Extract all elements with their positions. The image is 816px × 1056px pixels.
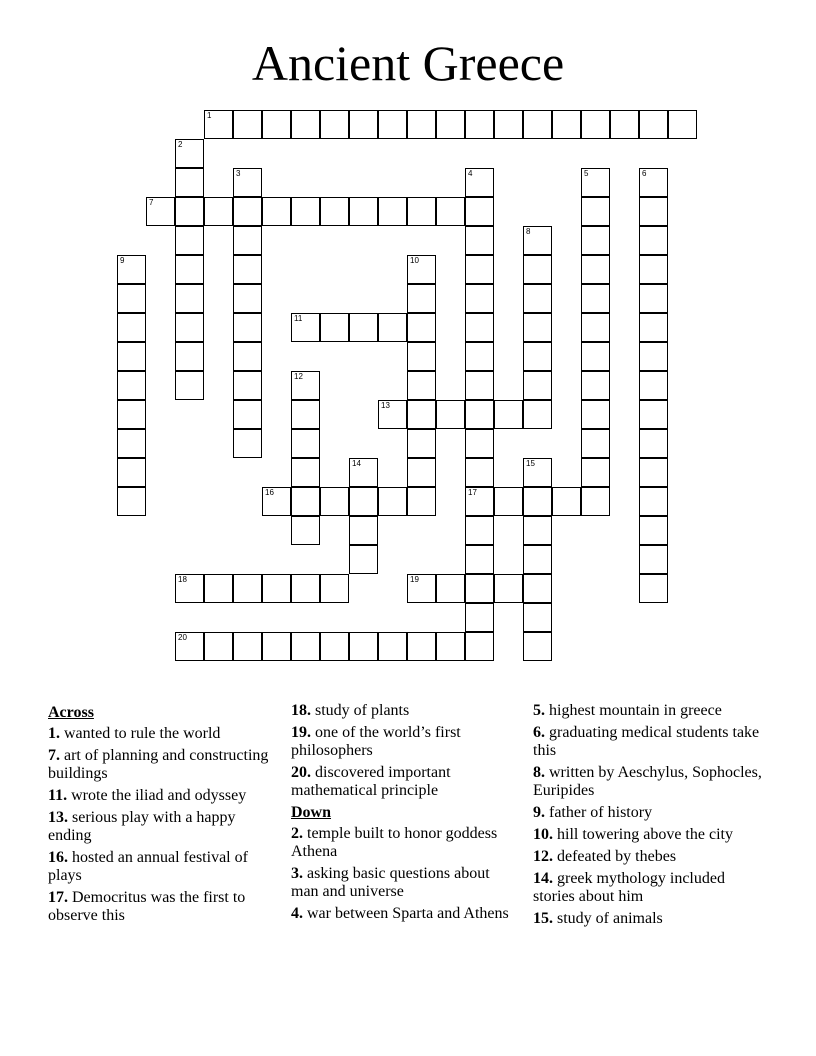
grid-cell[interactable] — [378, 487, 407, 516]
clue-down-12 — [533, 848, 763, 866]
grid-cell[interactable] — [581, 226, 610, 255]
grid-cell[interactable] — [465, 429, 494, 458]
clue-down-14 — [533, 870, 763, 906]
grid-cell[interactable] — [146, 197, 175, 226]
grid-cell[interactable] — [465, 168, 494, 197]
clue-column-2 — [291, 702, 521, 927]
grid-cell[interactable] — [639, 458, 668, 487]
cell-number: 19 — [410, 575, 419, 584]
grid-cell[interactable] — [465, 342, 494, 371]
clue-across-20 — [291, 764, 521, 800]
grid-cell[interactable] — [349, 110, 378, 139]
grid-cell[interactable] — [639, 487, 668, 516]
grid-cell[interactable] — [378, 400, 407, 429]
clue-number: 8. — [533, 764, 545, 781]
grid-cell[interactable] — [465, 632, 494, 661]
grid-cell[interactable] — [581, 168, 610, 197]
clue-number: 3. — [291, 865, 303, 882]
grid-cell[interactable] — [465, 226, 494, 255]
cell-number: 14 — [352, 459, 361, 468]
down-heading: Down — [291, 804, 332, 821]
grid-cell[interactable] — [378, 632, 407, 661]
clue-across-17 — [48, 889, 278, 925]
grid-cell[interactable] — [117, 458, 146, 487]
grid-cell[interactable] — [233, 342, 262, 371]
grid-cell[interactable] — [175, 226, 204, 255]
clue-text: wanted to rule the world — [64, 725, 221, 742]
grid-cell[interactable] — [581, 342, 610, 371]
grid-cell[interactable] — [523, 255, 552, 284]
grid-cell[interactable] — [639, 400, 668, 429]
clue-down-5 — [533, 702, 763, 720]
grid-cell[interactable] — [407, 458, 436, 487]
clue-text: asking basic questions about man and universe — [291, 865, 490, 900]
grid-cell[interactable] — [465, 197, 494, 226]
grid-cell[interactable] — [523, 516, 552, 545]
grid-cell[interactable] — [291, 574, 320, 603]
grid-cell[interactable] — [465, 400, 494, 429]
grid-cell[interactable] — [610, 110, 639, 139]
clue-number: 6. — [533, 724, 545, 741]
clue-number: 2. — [291, 825, 303, 842]
grid-cell[interactable] — [552, 487, 581, 516]
cell-number: 9 — [120, 256, 125, 265]
clue-text: defeated by thebes — [557, 848, 677, 865]
grid-cell[interactable] — [523, 545, 552, 574]
grid-cell[interactable] — [581, 284, 610, 313]
clue-text: written by Aeschylus, Sophocles, Euripides — [533, 764, 762, 799]
grid-cell[interactable] — [523, 487, 552, 516]
grid-cell[interactable] — [523, 574, 552, 603]
grid-cell[interactable] — [668, 110, 697, 139]
clue-down-3 — [291, 865, 521, 901]
grid-cell[interactable] — [175, 255, 204, 284]
cell-number: 7 — [149, 198, 154, 207]
puzzle-title: Ancient Greece — [251, 35, 565, 91]
clue-down-9 — [533, 804, 763, 822]
grid-cell[interactable] — [262, 574, 291, 603]
clue-across-19 — [291, 724, 521, 760]
clue-number: 4. — [291, 905, 303, 922]
grid-cell[interactable] — [233, 197, 262, 226]
grid-cell[interactable] — [320, 110, 349, 139]
cell-number: 17 — [468, 488, 477, 497]
clue-down-4 — [291, 905, 521, 923]
clue-text: wrote the iliad and odyssey — [71, 787, 247, 804]
grid-cell[interactable] — [291, 429, 320, 458]
grid-cell[interactable] — [349, 458, 378, 487]
grid-cell[interactable] — [233, 255, 262, 284]
grid-cell[interactable] — [407, 342, 436, 371]
grid-cell[interactable] — [639, 313, 668, 342]
cell-number: 3 — [236, 169, 241, 178]
grid-cell[interactable] — [523, 342, 552, 371]
grid-cell[interactable] — [175, 574, 204, 603]
grid-cell[interactable] — [639, 110, 668, 139]
grid-cell[interactable] — [407, 197, 436, 226]
grid-cell[interactable] — [378, 197, 407, 226]
grid-cell[interactable] — [639, 516, 668, 545]
grid-cell[interactable] — [465, 313, 494, 342]
grid-cell[interactable] — [349, 197, 378, 226]
grid-cell[interactable] — [581, 313, 610, 342]
grid-cell[interactable] — [117, 400, 146, 429]
cell-number: 15 — [526, 459, 535, 468]
cell-number: 5 — [584, 169, 589, 178]
grid-cell[interactable] — [523, 284, 552, 313]
cell-number: 18 — [178, 575, 187, 584]
cell-number: 20 — [178, 633, 187, 642]
clue-across-16 — [48, 849, 278, 885]
clue-text: highest mountain in greece — [549, 702, 722, 719]
cell-number: 11 — [294, 314, 303, 323]
clue-down-2 — [291, 825, 521, 861]
grid-cell[interactable] — [349, 516, 378, 545]
grid-cell[interactable] — [117, 313, 146, 342]
grid-cell[interactable] — [117, 255, 146, 284]
grid-cell[interactable] — [175, 342, 204, 371]
clue-number: 7. — [48, 747, 60, 764]
clue-column-3 — [533, 702, 763, 932]
grid-cell[interactable] — [262, 632, 291, 661]
clue-text: hosted an annual festival of plays — [48, 849, 248, 884]
grid-cell[interactable] — [465, 284, 494, 313]
clue-number: 14. — [533, 870, 553, 887]
grid-cell[interactable] — [523, 371, 552, 400]
grid-cell[interactable] — [378, 313, 407, 342]
grid-cell[interactable] — [581, 197, 610, 226]
grid-cell[interactable] — [465, 574, 494, 603]
grid-cell[interactable] — [581, 255, 610, 284]
grid-cell[interactable] — [117, 284, 146, 313]
grid-cell[interactable] — [233, 400, 262, 429]
grid-cell[interactable] — [436, 574, 465, 603]
grid-cell[interactable] — [233, 429, 262, 458]
grid-cell[interactable] — [465, 545, 494, 574]
grid-cell[interactable] — [378, 110, 407, 139]
clue-across-1 — [48, 725, 278, 743]
grid-cell[interactable] — [117, 342, 146, 371]
clue-across-7 — [48, 747, 278, 783]
clue-number: 1. — [48, 725, 60, 742]
clue-down-8 — [533, 764, 763, 800]
grid-cell[interactable] — [407, 574, 436, 603]
grid-cell[interactable] — [291, 458, 320, 487]
clue-text: father of history — [549, 804, 653, 821]
cell-number: 12 — [294, 372, 303, 381]
grid-cell[interactable] — [465, 110, 494, 139]
grid-cell[interactable] — [175, 284, 204, 313]
cell-number: 4 — [468, 169, 473, 178]
grid-cell[interactable] — [523, 110, 552, 139]
cell-number: 16 — [265, 488, 274, 497]
clue-number: 16. — [48, 849, 68, 866]
grid-cell[interactable] — [291, 400, 320, 429]
grid-cell[interactable] — [233, 110, 262, 139]
across-heading: Across — [48, 704, 94, 721]
clue-text: hill towering above the city — [557, 826, 733, 843]
grid-cell[interactable] — [523, 313, 552, 342]
grid-cell[interactable] — [639, 429, 668, 458]
grid-cell[interactable] — [407, 371, 436, 400]
clue-text: serious play with a happy ending — [48, 809, 236, 844]
grid-cell[interactable] — [523, 400, 552, 429]
grid-cell[interactable] — [639, 574, 668, 603]
grid-cell[interactable] — [639, 342, 668, 371]
clue-text: one of the world’s first philosophers — [291, 724, 461, 759]
grid-cell[interactable] — [204, 632, 233, 661]
clue-number: 17. — [48, 889, 68, 906]
clue-number: 5. — [533, 702, 545, 719]
grid-cell[interactable] — [465, 458, 494, 487]
grid-cell[interactable] — [291, 197, 320, 226]
grid-cell[interactable] — [407, 110, 436, 139]
grid-cell[interactable] — [581, 371, 610, 400]
grid-cell[interactable] — [494, 574, 523, 603]
grid-cell[interactable] — [320, 197, 349, 226]
grid-cell[interactable] — [465, 603, 494, 632]
grid-cell[interactable] — [407, 487, 436, 516]
grid-cell[interactable] — [349, 313, 378, 342]
clue-number: 20. — [291, 764, 311, 781]
grid-cell[interactable] — [233, 632, 262, 661]
grid-cell[interactable] — [175, 168, 204, 197]
grid-cell[interactable] — [639, 226, 668, 255]
clue-number: 19. — [291, 724, 311, 741]
grid-cell[interactable] — [320, 632, 349, 661]
grid-cell[interactable] — [436, 632, 465, 661]
grid-cell[interactable] — [407, 429, 436, 458]
grid-cell[interactable] — [494, 110, 523, 139]
grid-cell[interactable] — [320, 574, 349, 603]
clue-number: 12. — [533, 848, 553, 865]
grid-cell[interactable] — [523, 632, 552, 661]
grid-cell[interactable] — [291, 487, 320, 516]
grid-cell[interactable] — [233, 371, 262, 400]
clue-column-1 — [48, 702, 278, 929]
grid-cell[interactable] — [639, 197, 668, 226]
grid-cell[interactable] — [407, 313, 436, 342]
grid-cell[interactable] — [436, 110, 465, 139]
grid-cell[interactable] — [639, 545, 668, 574]
cell-number: 8 — [526, 227, 531, 236]
cell-number: 10 — [410, 256, 419, 265]
clue-number: 13. — [48, 809, 68, 826]
grid-cell[interactable] — [581, 429, 610, 458]
grid-cell[interactable] — [291, 110, 320, 139]
grid-cell[interactable] — [175, 371, 204, 400]
grid-cell[interactable] — [639, 255, 668, 284]
grid-cell[interactable] — [494, 487, 523, 516]
grid-cell[interactable] — [581, 400, 610, 429]
grid-cell[interactable] — [349, 632, 378, 661]
grid-cell[interactable] — [349, 487, 378, 516]
grid-cell[interactable] — [639, 284, 668, 313]
grid-cell[interactable] — [233, 168, 262, 197]
clue-number: 18. — [291, 702, 311, 719]
grid-cell[interactable] — [581, 487, 610, 516]
grid-cell[interactable] — [233, 313, 262, 342]
cell-number: 1 — [207, 111, 212, 120]
grid-cell[interactable] — [552, 110, 581, 139]
grid-cell[interactable] — [175, 139, 204, 168]
grid-cell[interactable] — [320, 487, 349, 516]
grid-cell[interactable] — [204, 197, 233, 226]
grid-cell[interactable] — [436, 400, 465, 429]
clue-text: study of animals — [557, 910, 663, 927]
grid-cell[interactable] — [320, 313, 349, 342]
cell-number: 6 — [642, 169, 647, 178]
grid-cell[interactable] — [523, 226, 552, 255]
grid-cell[interactable] — [175, 632, 204, 661]
grid-cell[interactable] — [262, 110, 291, 139]
clue-text: Democritus was the first to observe this — [48, 889, 246, 924]
clue-text: graduating medical students take this — [533, 724, 760, 759]
grid-cell[interactable] — [494, 400, 523, 429]
grid-cell[interactable] — [204, 110, 233, 139]
grid-cell[interactable] — [262, 487, 291, 516]
cell-number: 2 — [178, 140, 183, 149]
grid-cell[interactable] — [523, 603, 552, 632]
clue-number: 11. — [48, 787, 68, 804]
grid-cell[interactable] — [407, 400, 436, 429]
clue-text: art of planning and constructing buildings — [48, 747, 269, 782]
clue-text: discovered important mathematical principle — [291, 764, 451, 799]
clue-down-6 — [533, 724, 763, 760]
grid-cell[interactable] — [465, 487, 494, 516]
grid-cell[interactable] — [639, 371, 668, 400]
grid-cell[interactable] — [291, 313, 320, 342]
cell-number: 13 — [381, 401, 390, 410]
grid-cell[interactable] — [581, 110, 610, 139]
grid-cell[interactable] — [465, 516, 494, 545]
clue-text: greek mythology included stories about him — [533, 870, 725, 905]
grid-cell[interactable] — [436, 197, 465, 226]
clue-across-13 — [48, 809, 278, 845]
grid-cell[interactable] — [581, 458, 610, 487]
grid-cell[interactable] — [407, 284, 436, 313]
grid-cell[interactable] — [291, 632, 320, 661]
grid-cell[interactable] — [523, 458, 552, 487]
clue-number: 15. — [533, 910, 553, 927]
grid-cell[interactable] — [204, 574, 233, 603]
clue-down-15 — [533, 910, 763, 928]
grid-cell[interactable] — [291, 516, 320, 545]
grid-cell[interactable] — [117, 487, 146, 516]
grid-cell[interactable] — [262, 197, 291, 226]
clue-across-18 — [291, 702, 521, 720]
clue-number: 9. — [533, 804, 545, 821]
grid-cell[interactable] — [233, 226, 262, 255]
grid-cell[interactable] — [175, 197, 204, 226]
grid-cell[interactable] — [291, 371, 320, 400]
grid-cell[interactable] — [407, 632, 436, 661]
grid-cell[interactable] — [175, 313, 204, 342]
clue-text: study of plants — [315, 702, 410, 719]
grid-cell[interactable] — [407, 255, 436, 284]
grid-cell[interactable] — [117, 429, 146, 458]
clue-across-11 — [48, 787, 278, 805]
grid-cell[interactable] — [233, 284, 262, 313]
grid-cell[interactable] — [639, 168, 668, 197]
clue-text: temple built to honor goddess Athena — [291, 825, 498, 860]
grid-cell[interactable] — [465, 255, 494, 284]
grid-cell[interactable] — [117, 371, 146, 400]
grid-cell[interactable] — [465, 371, 494, 400]
grid-cell[interactable] — [349, 545, 378, 574]
clue-text: war between Sparta and Athens — [307, 905, 509, 922]
clue-down-10 — [533, 826, 763, 844]
grid-cell[interactable] — [233, 574, 262, 603]
clue-number: 10. — [533, 826, 553, 843]
